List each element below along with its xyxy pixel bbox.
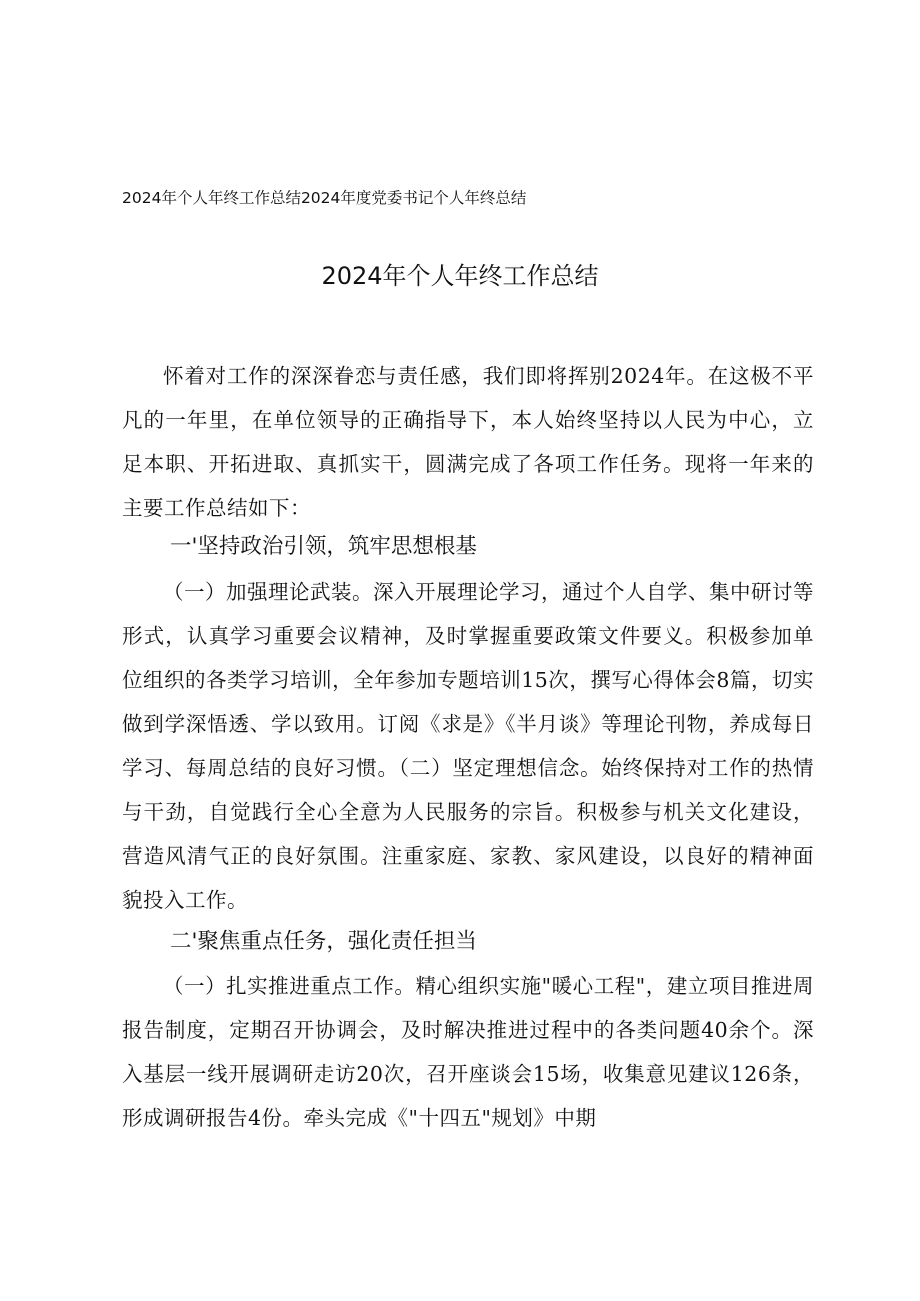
section-paragraph-1: （一）加强理论武装。深入开展理论学习，通过个人自学、集中研讨等形式，认真学习重要会议精神，及时掌握重要政策文件要义。积极参加单位组织的各类学习培训，全年参加专题培训15次，撰写心得体会8篇，切实做到学深悟透、学以致用。订阅《求是》《半月谈》等理论刊物，养成每日学习、每周总结的良好习惯。（二）坚定理想信念。始终保持对工作的热情与干劲，自觉践行全心全意为人民服务的宗旨。积极参与机关文化建设，营造风清气正的良好氛围。注重家庭、家教、家风建设，以良好的精神面貌投入工作。 [122, 580, 814, 912]
document-header-line: 2024年个人年终工作总结2024年度党委书记个人年终总结 [122, 189, 527, 207]
section-heading-1: 一'坚持政治引领，筑牢思想根基 [170, 534, 477, 559]
section-paragraph-2: （一）扎实推进重点工作。精心组织实施"暖心工程"，建立项目推进周报告制度，定期召开协调会，及时解决推进过程中的各类问题40余个。深入基层一线开展调研走访20次，召开座谈会15场，收集意见建议126条，形成调研报告4份。牵头完成《"十四五"规划》中期 [122, 974, 814, 1130]
document-title: 2024年个人年终工作总结 [321, 262, 599, 290]
intro-paragraph: 怀着对工作的深深眷恋与责任感，我们即将挥别2024年。在这极不平凡的一年里，在单位领导的正确指导下，本人始终坚持以人民为中心，立足本职、开拓进取、真抓实干，圆满完成了各项工作任务。现将一年来的主要工作总结如下： [122, 364, 814, 520]
section-heading-2: 二'聚焦重点任务，强化责任担当 [170, 929, 477, 954]
